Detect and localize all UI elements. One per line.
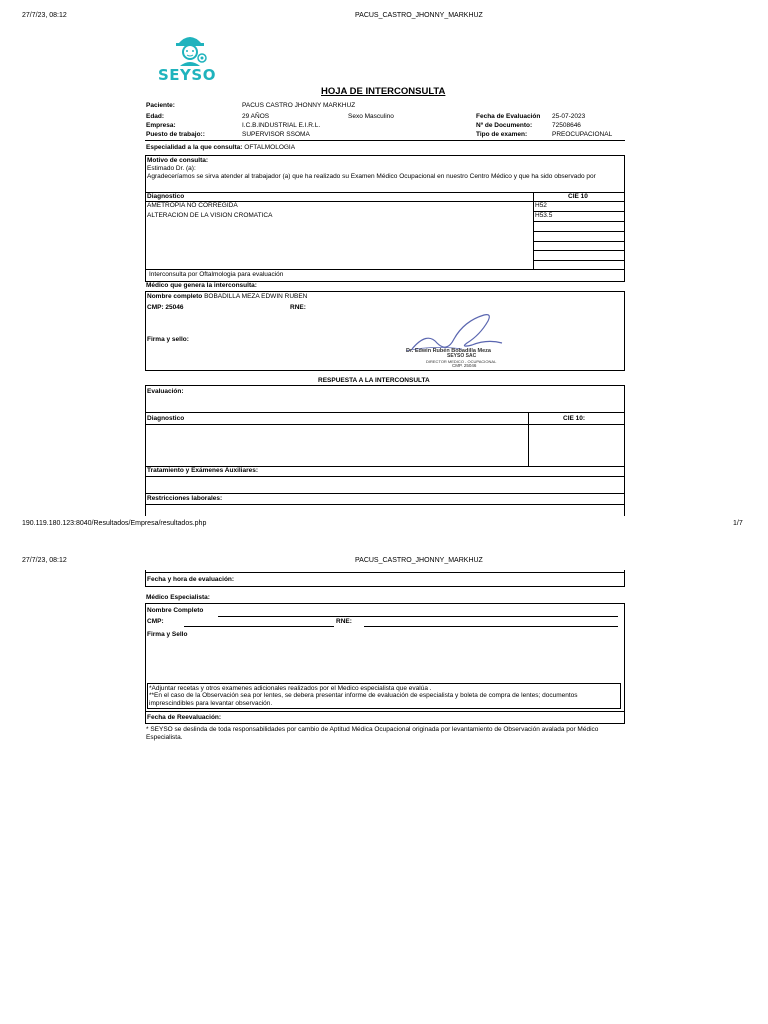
disclaimer: * SEYSO se deslinda de toda responsabilidades por cambio de Aptitud Médica Ocupacional originada por levantamiento de Observación avalada por Médico Especialista.: [146, 726, 599, 741]
cmp-label: CMP:: [147, 304, 164, 311]
note-lentes: **En el caso de la Observación sea por lentes, se debera presentar informe de evaluación de especialista y boleta de compra de lentes; documentos imprescindibles para levantar observación.: [149, 692, 578, 707]
nombre-value: BOBADILLA MEZA EDWIN RUBEN: [204, 293, 308, 300]
cie-item-2: H53.5: [535, 212, 553, 219]
empresa-value: I.C.B.INDUSTRIAL E.I.R.L.: [242, 122, 321, 129]
rne2-label: RNE:: [336, 618, 352, 625]
reevaluacion-label: Fecha de Reevaluación:: [147, 714, 222, 721]
interconsulta-note: Interconsulta por Oftalmologia para evaluación: [149, 271, 284, 278]
rne-label: RNE:: [290, 304, 306, 311]
medico-especialista-label: Médico Especialista:: [146, 594, 210, 601]
motivo-line1: Estimado Dr. (a):: [147, 165, 196, 172]
firma-label: Firma y sello:: [147, 336, 189, 343]
especialidad-label: Especialidad a la que consulta:: [146, 144, 243, 151]
nombre-label: Nombre completo: [147, 293, 203, 300]
cmp2-label: CMP:: [147, 618, 164, 625]
tratamiento-label: Tratamiento y Exámenes Auxiliares:: [147, 467, 259, 474]
form-title: HOJA DE INTERCONSULTA: [321, 86, 446, 97]
puesto-value: SUPERVISOR SSOMA: [242, 131, 310, 138]
cie10-label: CIE 10: [568, 193, 588, 200]
stamp-line3: DIRECTOR MEDICO - OCUPACIONAL: [426, 359, 497, 364]
worker-helmet-icon: [160, 28, 220, 68]
documento-value: 72508646: [552, 122, 581, 129]
paciente-label: Paciente:: [146, 102, 175, 109]
tipo-examen-value: PREOCUPACIONAL: [552, 131, 613, 138]
nombre-row: [147, 293, 307, 301]
cmp-row: [147, 304, 184, 312]
print-url: 190.119.180.123:8040/Resultados/Empresa/resultados.php: [22, 520, 207, 527]
motivo-line2: Agradeceríamos se sirva atender al trabajador (a) que ha realizado su Examen Médico Ocupacional en nuestro Centro Médico y que ha sido observado por: [147, 173, 596, 180]
stamp-line4: CMP. 25046: [452, 363, 477, 368]
motivo-label: Motivo de consulta:: [147, 157, 209, 164]
medico-box: [145, 291, 625, 371]
nombre-completo-label: Nombre Completo: [147, 607, 204, 614]
stamp-line2: SEYSO SAC: [447, 353, 477, 359]
sexo-value: Sexo Masculino: [348, 113, 394, 120]
firma-sello-label: Firma y Sello: [147, 631, 188, 638]
fecha-label: Fecha de Evaluación: [476, 113, 541, 120]
diagnostico2-label: Diagnostico: [147, 415, 185, 422]
fecha-value: 25-07-2023: [552, 113, 586, 120]
edad-label: Edad:: [146, 113, 165, 120]
seyso-logo: [160, 28, 220, 86]
cmp-value: 25046: [165, 304, 184, 311]
empresa-label: Empresa:: [146, 122, 176, 129]
tipo-examen-label: Tipo de examen:: [476, 131, 528, 138]
paciente-value: PACUS CASTRO JHONNY MARKHUZ: [242, 102, 356, 109]
print-page-number: 1/7: [733, 520, 743, 527]
especialidad-value: OFTALMOLOGIA: [244, 144, 296, 151]
signature-stamp: [392, 313, 522, 371]
respuesta-title: RESPUESTA A LA INTERCONSULTA: [318, 377, 430, 384]
especialidad-row: [146, 144, 295, 152]
logo-text: SEYSO: [158, 66, 216, 84]
evaluacion-label: Evaluación:: [147, 388, 184, 395]
cie-item-1: H52: [535, 202, 547, 209]
edad-value: 29 AÑOS: [242, 113, 270, 120]
restricciones-label: Restricciones laborales:: [147, 495, 223, 502]
page2-doc-title: PACUS_CASTRO_JHONNY_MARKHUZ: [355, 557, 483, 564]
print-datetime: 27/7/23, 08:12: [22, 12, 67, 19]
note-recetas: *Adjuntar recetas y otros examenes adicionales realizados por el Medico especialista que evalúa .: [149, 685, 432, 692]
stamp-line1: Dr. Edwin Rubén Bobadilla Meza: [406, 348, 491, 354]
diagnostico-item-1: AMETROPIA NO CORREGIDA: [147, 202, 238, 209]
cie10b-label: CIE 10:: [563, 415, 586, 422]
signature-icon: [392, 313, 522, 353]
documento-label: Nº de Documento:: [476, 122, 533, 129]
page2-datetime: 27/7/23, 08:12: [22, 557, 67, 564]
fecha-hora-label: Fecha y hora de evaluación:: [147, 576, 235, 583]
diagnostico-label: Diagnostico: [147, 193, 185, 200]
print-doc-title: PACUS_CASTRO_JHONNY_MARKHUZ: [355, 12, 483, 19]
medico-genera-label: Médico que genera la interconsulta:: [146, 282, 257, 289]
diagnostico-item-2: ALTERACION DE LA VISION CROMATICA: [147, 212, 273, 219]
puesto-label: Puesto de trabajo::: [146, 131, 205, 138]
